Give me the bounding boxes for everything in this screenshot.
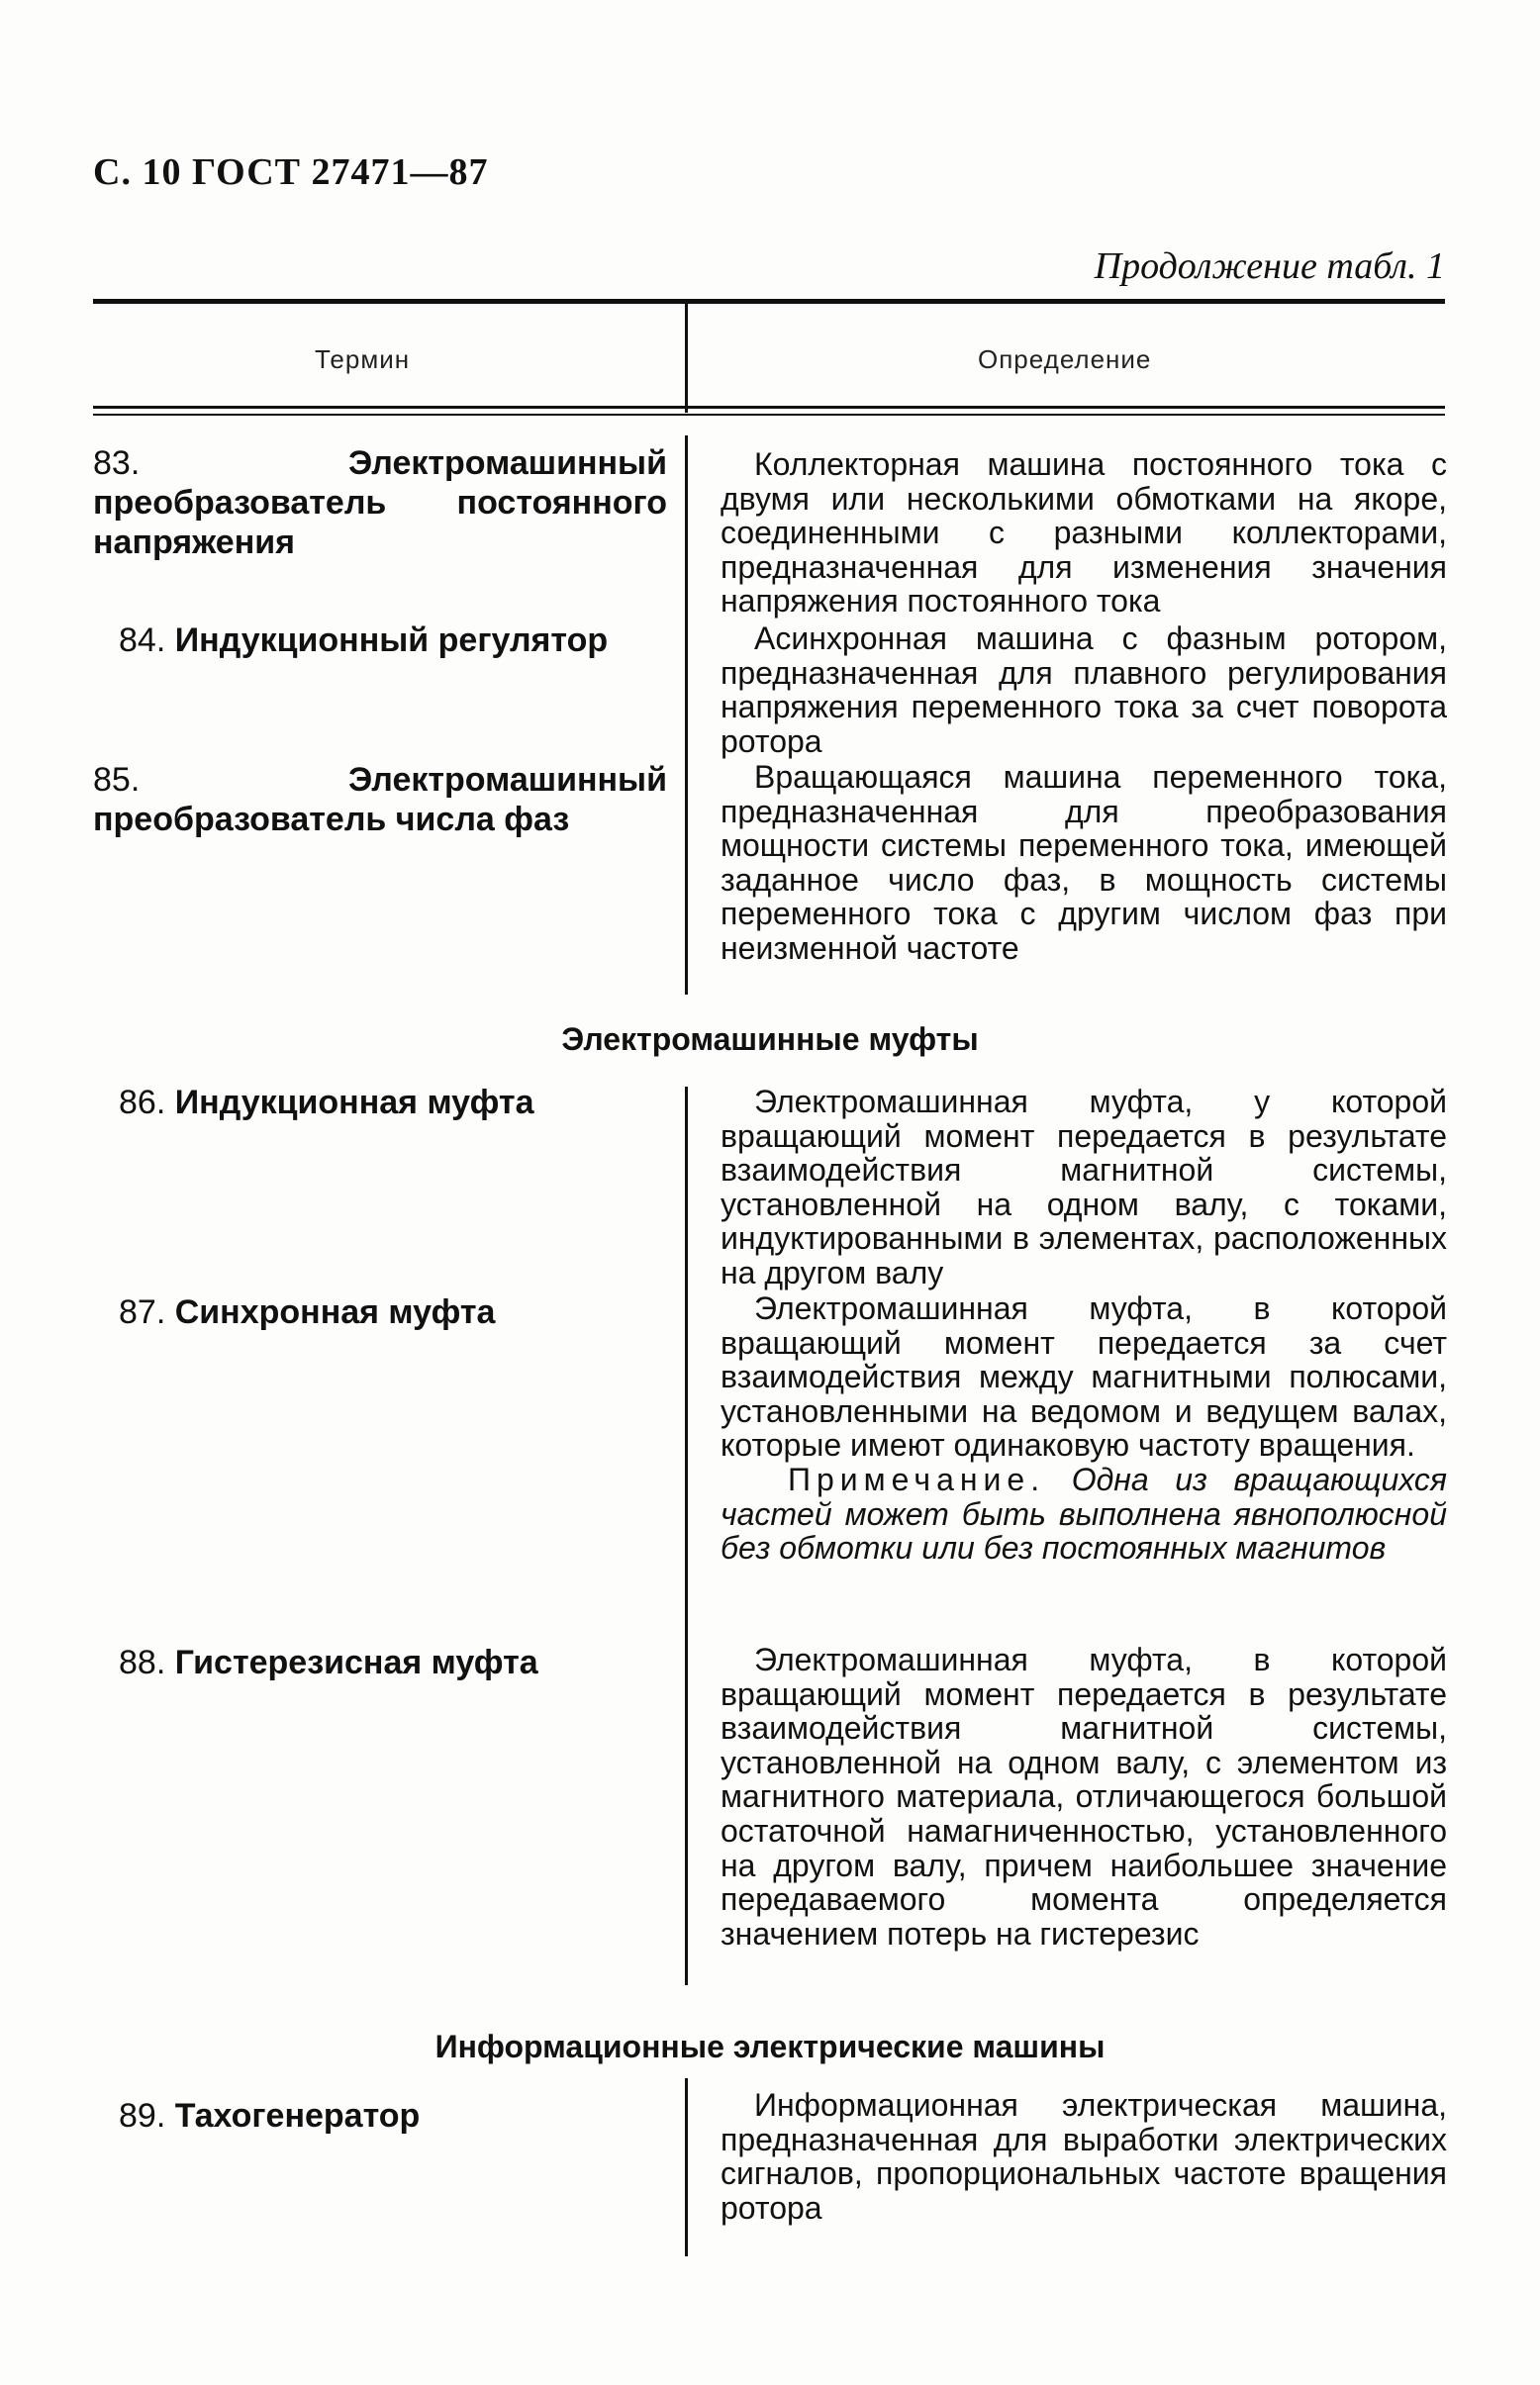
page-header: С. 10 ГОСТ 27471—87 xyxy=(93,151,489,193)
definition-88: Электромашинная муфта, в которой вращающий момент передается в результате взаимодействия магнитной системы, установленной на одном валу, с элементом из магнитного материала, отличающегося большой остаточной намагниченностью, установленного на другом валу, причем наибольшее значение передаваемого момента определяется значением потерь на гистерезис xyxy=(721,1642,1447,1952)
table-continuation-label: Продолжение табл. 1 xyxy=(1094,245,1445,287)
header-rule-double xyxy=(93,414,1445,416)
column-divider xyxy=(685,302,688,413)
column-divider xyxy=(685,1087,688,1985)
definition-86: Электромашинная муфта, у которой вращающий момент передается в результате взаимодействия магнитной системы, установленной на одном валу, с токами, индуктированными в элементах, расположенных на другом валу xyxy=(721,1084,1447,1290)
column-header-term: Термин xyxy=(315,344,411,374)
term-86: 86. Индукционная муфта xyxy=(119,1084,534,1121)
definition-84: Асинхронная машина с фазным ротором, предназначенная для плавного регулирования напряжения переменного тока за счет поворота ротора xyxy=(721,620,1447,759)
definition-83: Коллекторная машина постоянного тока с двумя или несколькими обмотками на якоре, соединенными с разными коллекторами, предназначенная для изменения значения напряжения постоянного тока xyxy=(721,446,1447,620)
header-rule xyxy=(93,406,1445,409)
term-83: 83. Электромашинный преобразователь постоянного напряжения xyxy=(93,444,667,561)
definition-89: Информационная электрическая машина, предназначенная для выработки электрических сигналов, пропорциональных частоте вращения ротора xyxy=(721,2087,1447,2226)
section-heading-information-machines: Информационные электрические машины xyxy=(434,2029,1106,2064)
column-header-definition: Определение xyxy=(978,344,1152,374)
term-88: 88. Гистерезисная муфта xyxy=(119,1644,538,1681)
column-divider xyxy=(685,2078,688,2256)
definition-85: Вращающаяся машина переменного тока, предназначенная для преобразования мощности системы переменного тока, имеющей заданное число фаз, в мощность системы переменного тока с другим числом фаз при неизменной частоте xyxy=(721,759,1447,966)
note-label: Примечание. xyxy=(788,1461,1046,1497)
term-84: 84. Индукционный регулятор xyxy=(119,621,609,659)
note-text: Одна из вращающихся частей может быть выполнена явнополюсной без обмотки или без постоянных магнитов xyxy=(721,1461,1448,1567)
column-divider xyxy=(685,435,688,995)
table-top-rule xyxy=(93,299,1445,304)
term-89: 89. Тахогенератор xyxy=(119,2097,421,2135)
definition-87: Электромашинная муфта, в которой вращающий момент передается за счет взаимодействия между магнитными полюсами, установленными на ведомом и ведущем валах, которые имеют одинаковую частоту вращения. Примечание. Одна из вращающихся частей может быть выполнена явнополюсной без обмотки или без постоянных магнитов xyxy=(721,1290,1448,1567)
term-85: 85. Электромашинный преобразователь числа фаз xyxy=(93,761,667,838)
term-87: 87. Синхронная муфта xyxy=(119,1293,496,1331)
section-heading-couplings: Электромашинные муфты xyxy=(561,1021,979,1057)
